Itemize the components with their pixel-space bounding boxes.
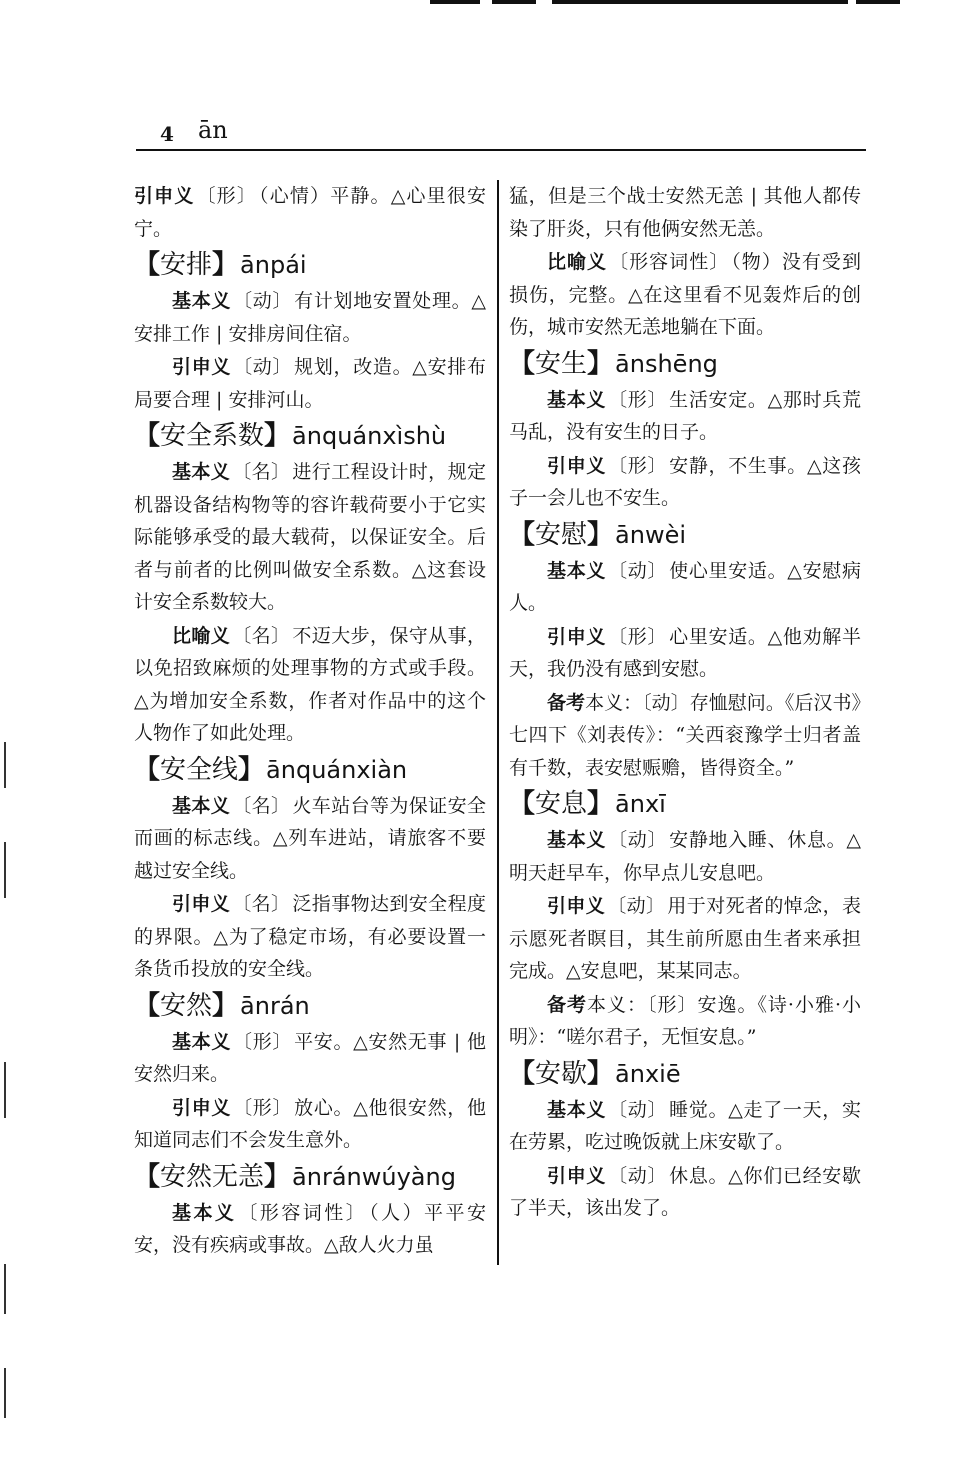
- definition-text: 使心里安适。△安慰病人。: [509, 559, 861, 614]
- sense-paragraph: [134, 180, 486, 245]
- sense-label: 基本义: [172, 461, 231, 483]
- entry-headword: [134, 751, 486, 789]
- sense-paragraph: [509, 890, 861, 988]
- sense-label: 基本义: [172, 290, 232, 312]
- definition-text: 安静地入睡、休息。△明天赶早车，你早点儿安息吧。: [509, 829, 861, 884]
- definition-text: （物）没有受到损伤，完整。△在这里看不见轰炸后的创伤，城市安然无恙地躺在下面。: [509, 251, 861, 338]
- sense-label: 基本义: [172, 794, 231, 817]
- part-of-speech: 〔形〕: [608, 454, 668, 477]
- sense-paragraph: [134, 790, 486, 888]
- sense-paragraph: [134, 456, 486, 619]
- sense-label: 基本义: [172, 1201, 237, 1224]
- entry-headword: [134, 987, 486, 1025]
- sense-paragraph: [509, 989, 861, 1054]
- part-of-speech: 〔形容词性〕: [238, 1201, 368, 1224]
- sense-paragraph: [509, 450, 861, 515]
- headword-pinyin: ānxī: [615, 790, 666, 818]
- part-of-speech: 〔名〕: [232, 794, 291, 817]
- sense-paragraph: [134, 1197, 486, 1262]
- definition-text: 规划，改造。△安排布局要合理 | 安排河山。: [134, 356, 486, 411]
- bracket-close: 】: [587, 519, 614, 550]
- part-of-speech: 〔形〕: [233, 1030, 293, 1053]
- sense-label: 比喻义: [547, 251, 608, 273]
- entry-headword: [509, 516, 861, 554]
- top-edge-bar: [552, 0, 848, 4]
- sense-paragraph: [134, 285, 486, 350]
- sense-label: 引申义: [547, 625, 607, 648]
- bracket-close: 】: [212, 250, 239, 280]
- page-number: 4: [160, 122, 174, 146]
- headword-text: 安生: [535, 348, 588, 379]
- headword-text: 安然无恙: [160, 1161, 265, 1192]
- top-edge-bar: [856, 0, 900, 4]
- part-of-speech: 〔形〕: [608, 625, 668, 648]
- definition-text: 泛指事物达到安全程度的界限。△为了稳定市场，有必要设置一条货币投放的安全线。: [134, 893, 486, 980]
- bracket-open: 【: [134, 1161, 161, 1192]
- sense-label: 基本义: [547, 388, 607, 411]
- part-of-speech: 〔动〕: [608, 559, 668, 582]
- sense-label: 引申义: [547, 454, 607, 477]
- headword-text: 安全线: [160, 754, 239, 785]
- headword-text: 安全系数: [160, 421, 265, 451]
- bracket-open: 【: [509, 348, 536, 379]
- part-of-speech: 〔名〕: [232, 624, 291, 647]
- bracket-open: 【: [134, 421, 161, 451]
- headword-pinyin: ānwèi: [615, 520, 687, 549]
- entry-headword: [509, 785, 861, 823]
- bracket-open: 【: [134, 250, 161, 280]
- sense-paragraph: [509, 824, 861, 889]
- sense-paragraph: [509, 246, 861, 344]
- part-of-speech: 〔形〕: [608, 388, 668, 411]
- sense-paragraph: [134, 1092, 486, 1157]
- headword-text: 安歇: [535, 1058, 588, 1089]
- definition-text: 睡觉。△走了一天，实在劳累，吃过晚饭就上床安歇了。: [509, 1098, 861, 1153]
- definition-text: 本义：〔动〕存恤慰问。《后汉书》七四下《刘表传》：“关西衮豫学士归者盖有千数，表安慰赈赡，皆得资全。”: [509, 691, 861, 779]
- definition-text: 本义：〔形〕安逸。《诗·小雅·小明》：“嗟尔君子，无恒安息。”: [509, 993, 861, 1048]
- headword-text: 安慰: [535, 519, 588, 550]
- sense-paragraph: [509, 384, 861, 449]
- definition-text: 有计划地安置处理。△安排工作 | 安排房间住宿。: [134, 290, 486, 345]
- bracket-close: 】: [212, 990, 239, 1021]
- definition-text: 放心。△他很安然，他知道同志们不会发生意外。: [134, 1096, 486, 1151]
- part-of-speech: 〔名〕: [232, 461, 291, 483]
- bracket-open: 【: [134, 754, 161, 785]
- headword-text: 安息: [535, 789, 588, 819]
- sense-label: 引申义: [172, 1096, 232, 1119]
- headword-pinyin: ānrán: [240, 991, 310, 1020]
- scan-margin-mark: [4, 742, 6, 788]
- entry-headword: [509, 1055, 861, 1093]
- headword-pinyin: ānránwúyàng: [292, 1162, 456, 1191]
- definition-text: 火车站台等为保证安全而画的标志线。△列车进站，请旅客不要越过安全线。: [134, 794, 486, 882]
- sense-label: 引申义: [172, 356, 232, 378]
- entry-headword: [134, 246, 486, 284]
- bracket-close: 】: [264, 1161, 291, 1192]
- sense-paragraph: [134, 1026, 486, 1091]
- headword-pinyin: ānquánxìshù: [292, 422, 447, 450]
- right-column: [509, 180, 861, 1226]
- definition-text: 平安。△安然无事 | 他安然归来。: [134, 1030, 486, 1085]
- bracket-open: 【: [509, 789, 536, 819]
- sense-label: 备考: [547, 993, 587, 1016]
- sense-label: 基本义: [547, 559, 607, 582]
- top-edge-bar: [430, 0, 480, 4]
- part-of-speech: 〔动〕: [608, 829, 668, 851]
- sense-paragraph: [509, 687, 861, 785]
- bracket-open: 【: [134, 990, 161, 1021]
- sense-paragraph: [134, 620, 486, 750]
- scan-margin-mark: [4, 1368, 6, 1418]
- sense-label: 基本义: [172, 1030, 232, 1053]
- sense-label: 引申义: [172, 893, 231, 915]
- headword-pinyin: ānxiē: [615, 1059, 681, 1088]
- scan-margin-mark: [4, 1264, 6, 1314]
- bracket-close: 】: [238, 754, 265, 785]
- sense-label: 基本义: [547, 1098, 607, 1121]
- scan-margin-mark: [4, 842, 6, 898]
- sense-label: 备考: [547, 691, 586, 714]
- definition-text: 休息。△你们已经安歇了半天，该出发了。: [509, 1164, 861, 1219]
- scan-margin-mark: [4, 1062, 6, 1118]
- definition-text: （人）平平安安，没有疾病或事故。△敌人火力虽: [134, 1201, 486, 1256]
- sense-paragraph: [134, 351, 486, 416]
- definition-text: 猛，但是三个战士安然无恙 | 其他人都传染了肝炎，只有他俩安然无恙。: [509, 185, 861, 240]
- sense-label: 引申义: [547, 895, 606, 917]
- sense-label: 引申义: [134, 185, 195, 207]
- sense-label: 引申义: [547, 1164, 607, 1187]
- definition-text: 进行工程设计时，规定机器设备结构物等的容许载荷要小于它实际能够承受的最大载荷，以保证安全。后者与前者的比例叫做安全系数。△这套设计安全系数较大。: [134, 461, 486, 613]
- definition-text: 心里安适。△他劝解半天，我仍没有感到安慰。: [509, 625, 861, 680]
- bracket-close: 】: [264, 421, 291, 451]
- part-of-speech: 〔动〕: [233, 290, 293, 312]
- headword-pinyin: ānpái: [240, 251, 307, 279]
- running-header-syllable: ān: [198, 116, 228, 144]
- sense-label: 比喻义: [172, 624, 231, 647]
- left-column: [134, 180, 486, 1263]
- column-divider: [497, 180, 499, 1265]
- headword-pinyin: ānshēng: [615, 349, 718, 378]
- entry-headword: [509, 345, 861, 383]
- sense-paragraph: [509, 180, 861, 245]
- entry-headword: [134, 417, 486, 455]
- part-of-speech: 〔形〕: [233, 1096, 293, 1119]
- part-of-speech: 〔形容词性〕: [609, 251, 730, 273]
- part-of-speech: 〔动〕: [607, 895, 666, 917]
- top-edge-bar: [492, 0, 536, 4]
- part-of-speech: 〔动〕: [608, 1164, 668, 1187]
- sense-paragraph: [509, 621, 861, 686]
- headword-text: 安排: [160, 250, 213, 280]
- bracket-close: 】: [587, 1058, 614, 1089]
- definition-text: （心情）平静。△心里很安宁。: [134, 185, 486, 240]
- bracket-open: 【: [509, 519, 536, 550]
- part-of-speech: 〔名〕: [232, 893, 291, 915]
- part-of-speech: 〔形〕: [196, 185, 258, 207]
- entry-headword: [134, 1158, 486, 1196]
- part-of-speech: 〔动〕: [608, 1098, 668, 1121]
- definition-text: 用于对死者的悼念，表示愿死者瞑目，其生前所愿由生者来承担完成。△安息吧，某某同志。: [509, 895, 861, 982]
- bracket-close: 】: [587, 348, 614, 379]
- headword-text: 安然: [160, 990, 213, 1021]
- bracket-open: 【: [509, 1058, 536, 1089]
- sense-paragraph: [509, 1094, 861, 1159]
- definition-text: 安静，不生事。△这孩子一会儿也不安生。: [509, 454, 861, 509]
- definition-text: 生活安定。△那时兵荒马乱，没有安生的日子。: [509, 388, 861, 443]
- definition-text: 不迈大步，保守从事，以免招致麻烦的处理事物的方式或手段。△为增加安全系数，作者对作品中的这个人物作了如此处理。: [134, 624, 486, 744]
- sense-paragraph: [509, 1160, 861, 1225]
- sense-paragraph: [509, 555, 861, 620]
- sense-label: 基本义: [547, 829, 607, 851]
- bracket-close: 】: [587, 789, 614, 819]
- header-rule: [136, 149, 866, 151]
- sense-paragraph: [134, 888, 486, 986]
- part-of-speech: 〔动〕: [233, 356, 293, 378]
- headword-pinyin: ānquánxiàn: [266, 755, 408, 784]
